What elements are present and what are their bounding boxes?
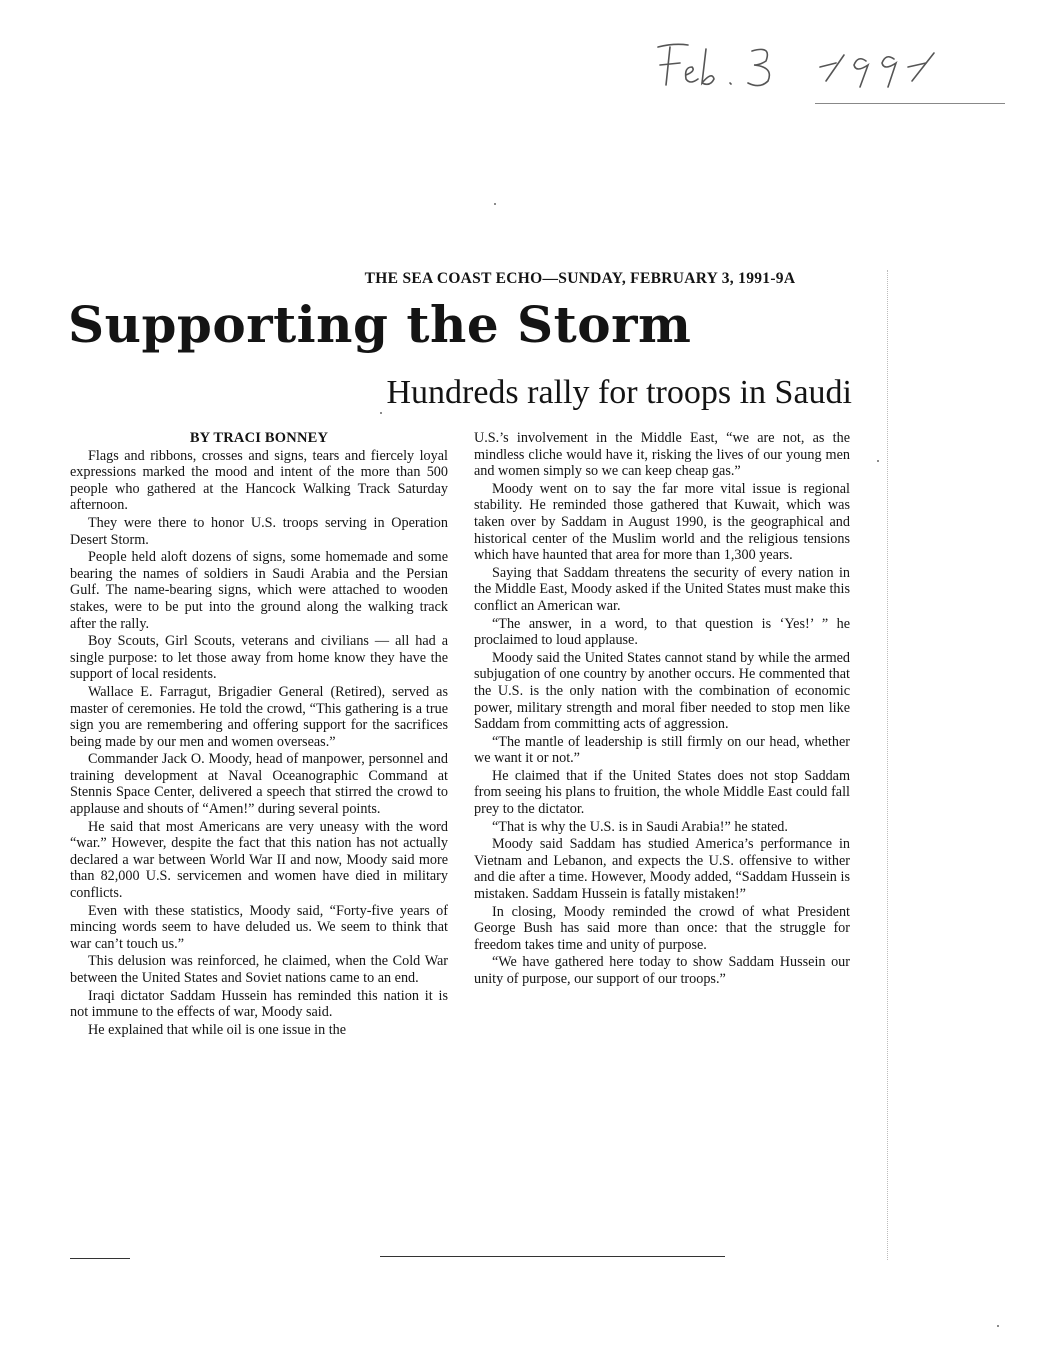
article-paragraph: “We have gathered here today to show Saddam Hussein our unity of purpose, our support of our troops.” xyxy=(474,954,850,987)
article-paragraph: “The mantle of leadership is still firmly on our head, whether we want it or not.” xyxy=(474,733,850,767)
article-column-left xyxy=(70,430,448,1039)
article-paragraph: “That is why the U.S. is in Saudi Arabia!” he stated. xyxy=(492,818,788,835)
scan-speck xyxy=(997,1325,999,1327)
scan-speck xyxy=(380,412,382,414)
article-paragraph: Moody said Saddam has studied America’s performance in Vietnam and Lebanon, and expects the U.S. offensive to wither and die after a time. However, Moody added, “Saddam Hussein is mistaken. Saddam Hussein is fatally mistaken!” xyxy=(474,836,850,903)
handwritten-date-annotation xyxy=(640,35,970,95)
article-subheadline: Hundreds rally for troops in Saudi xyxy=(386,374,852,411)
article-paragraph: Iraqi dictator Saddam Hussein has reminded this nation it is not immune to the effects of war, Moody said. xyxy=(70,987,448,1021)
scan-speck xyxy=(494,203,496,205)
article-paragraph: This delusion was reinforced, he claimed, when the Cold War between the United States and Soviet nations came to an end. xyxy=(70,953,448,986)
article-paragraph: Saying that Saddam threatens the security of every nation in the Middle East, Moody asked if the United States must make this conflict an American war. xyxy=(474,564,850,614)
article-paragraph: Flags and ribbons, crosses and signs, tears and fiercely loyal expressions marked the mood and intent of the more than 500 people who gathered at the Hancock Walking Track Saturday afternoon. xyxy=(70,447,448,514)
article-paragraph: He explained that while oil is one issue in the xyxy=(88,1021,347,1038)
article-paragraph: Commander Jack O. Moody, head of manpower, personnel and training development at Naval Oceanographic Command at Stennis Space Center, delivered a speech that stirred the crowd to applause and shouts of “Amen!” during several points. xyxy=(70,751,448,818)
article-paragraph: Boy Scouts, Girl Scouts, veterans and civilians — all had a single purpose: to let those away from home know they have the support of local residents. xyxy=(70,633,448,683)
article-paragraph: People held aloft dozens of signs, some homemade and some bearing the names of soldiers in Saudi Arabia and the Persian Gulf. The name-bearing signs, which were attached to wooden stakes, were to be put into the ground along the walking track after the rally. xyxy=(70,549,448,632)
article-paragraph: In closing, Moody reminded the crowd of what President George Bush has said more than once: that the struggle for freedom takes time and unity of purpose. xyxy=(474,903,850,953)
handwritten-underline xyxy=(815,103,1005,104)
article-headline: Supporting the Storm xyxy=(68,295,692,354)
bottom-rule-right xyxy=(380,1256,725,1257)
scan-edge-line xyxy=(887,270,888,1260)
newspaper-dateline: THE SEA COAST ECHO—SUNDAY, FEBRUARY 3, 1991-9A xyxy=(364,270,796,287)
article-paragraph: He claimed that if the United States does not stop Saddam from seeing his plans to fruition, the whole Middle East could fall prey to the dictator. xyxy=(474,767,850,818)
scan-speck xyxy=(877,460,879,462)
article-paragraph: He said that most Americans are very uneasy with the word “war.” However, despite the fact that this nation has not actually declared a war between World War II and now, Moody said more than 82,000 U.S. servicemen and women have died in military conflicts. xyxy=(70,818,448,902)
article-column-right xyxy=(474,430,850,989)
article-paragraph: “The answer, in a word, to that question is ‘Yes!’ ” he proclaimed to loud applause. xyxy=(474,615,850,649)
bottom-rule-left xyxy=(70,1258,130,1259)
article-paragraph: U.S.’s involvement in the Middle East, “we are not, as the mindless cliche would have it, risking the lives of our young men and women simply so we can keep cheap gas.” xyxy=(474,430,850,480)
article-byline: BY TRACI BONNEY xyxy=(189,430,329,446)
article-paragraph: They were there to honor U.S. troops serving in Operation Desert Storm. xyxy=(70,514,448,548)
article-paragraph: Moody went on to say the far more vital issue is regional stability. He reminded those gathered that Kuwait, which was taken over by Saddam in August 1990, is the geographical and historical center of the Muslim world and the religious tensions which have haunted that area for more than 1,300 years. xyxy=(474,480,850,564)
article-paragraph: Even with these statistics, Moody said, “Forty-five years of mincing words seem to have deluded us. We seem to think that war can’t touch us.” xyxy=(70,902,448,952)
article-paragraph: Wallace E. Farragut, Brigadier General (Retired), served as master of ceremonies. He told the crowd, “This gathering is a true sign you are remembering and offering support for the sacrifices being made by our men and women overseas.” xyxy=(70,683,448,750)
article-paragraph: Moody said the United States cannot stand by while the armed subjugation of one country by another occurs. He commented that the U.S. is the only nation with the combination of economic power, military strength and moral fiber needed to stop men like Saddam from committing acts of aggression. xyxy=(474,649,850,733)
